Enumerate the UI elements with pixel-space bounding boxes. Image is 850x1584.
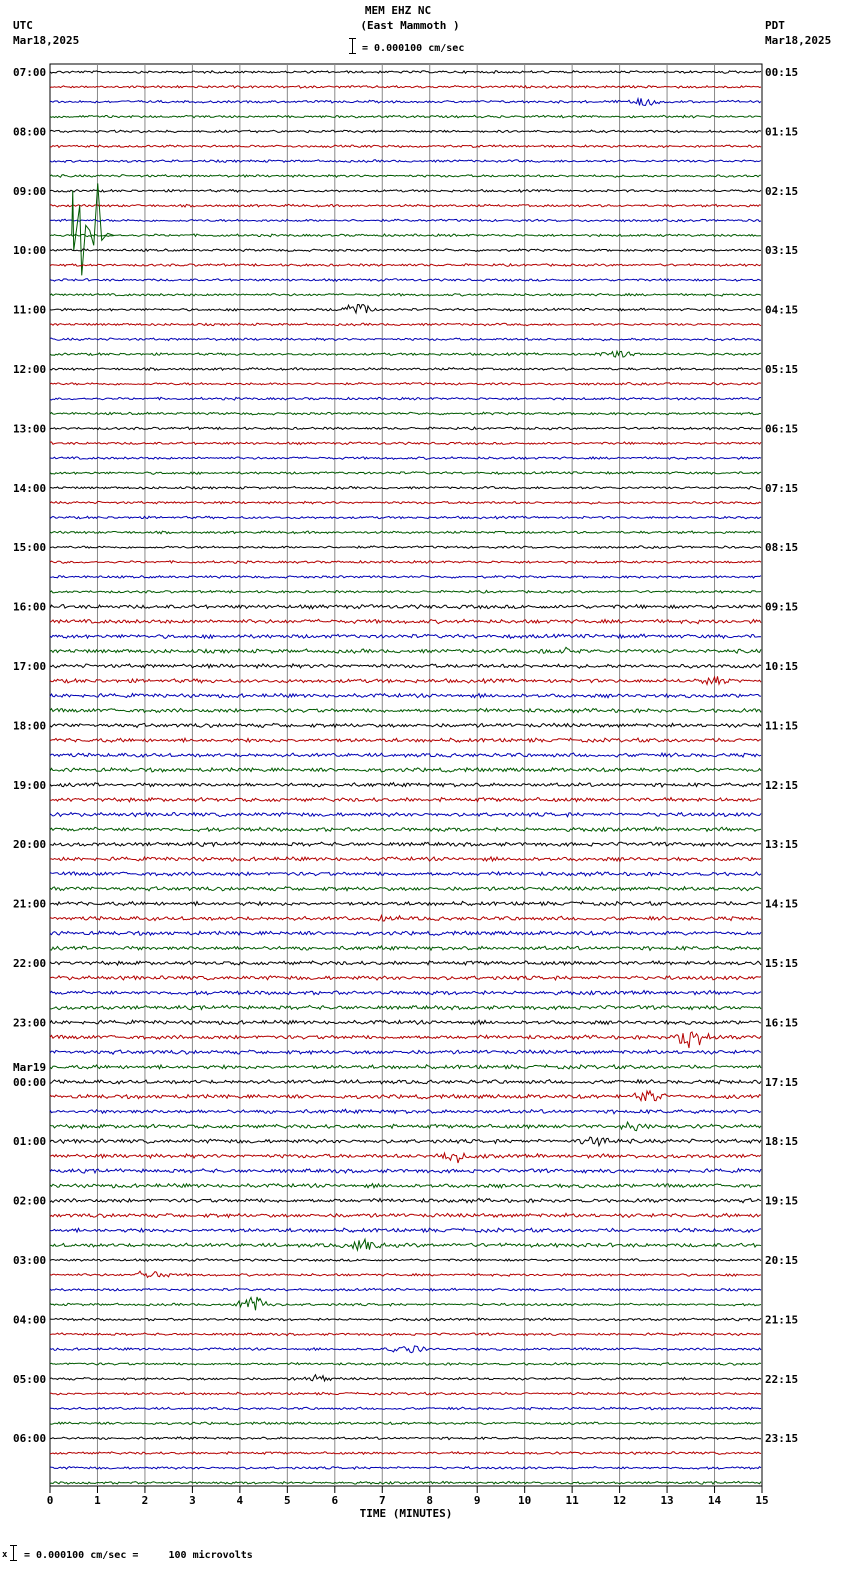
trace-line <box>50 946 761 950</box>
right-time-label: 16:15 <box>765 1016 799 1030</box>
trace-line <box>50 1169 761 1173</box>
left-time-label: 15:00 <box>13 541 47 555</box>
trace-line <box>50 323 761 326</box>
trace-line <box>50 605 761 609</box>
trace-line <box>50 1481 761 1484</box>
trace-line <box>50 915 761 921</box>
x-tick-label: 0 <box>46 1494 54 1507</box>
right-time-label: 19:15 <box>765 1194 799 1208</box>
trace-line <box>50 991 761 995</box>
left-time-label: 05:00 <box>13 1372 47 1386</box>
trace-line <box>50 1288 761 1291</box>
left-time-label: 18:00 <box>13 719 47 733</box>
right-time-label: 21:15 <box>765 1313 799 1327</box>
trace-line <box>50 294 761 297</box>
left-time-label: 17:00 <box>13 660 47 673</box>
footer-prefix: x <box>2 1550 8 1560</box>
right-time-label: 12:15 <box>765 778 799 792</box>
trace-line <box>50 1137 761 1146</box>
trace-line <box>50 813 761 817</box>
right-time-label: 20:15 <box>765 1254 799 1267</box>
trace-line <box>50 842 761 846</box>
trace-line <box>50 676 761 684</box>
trace-line <box>50 249 761 252</box>
x-tick-label: 1 <box>94 1494 101 1507</box>
trace-line <box>50 827 761 831</box>
trace-line <box>50 783 761 787</box>
trace-line <box>50 487 761 490</box>
trace-line <box>50 1032 761 1048</box>
trace-line <box>50 708 761 712</box>
trace-line <box>50 857 761 861</box>
trace-line <box>50 561 761 564</box>
trace-line <box>50 1199 761 1203</box>
trace-line <box>50 501 761 504</box>
trace-line <box>50 738 761 742</box>
trace-line <box>50 279 761 282</box>
trace-line <box>50 368 761 371</box>
trace-line <box>50 397 761 400</box>
trace-line <box>50 190 761 193</box>
trace-line <box>50 768 761 772</box>
x-tick-label: 2 <box>141 1494 149 1507</box>
left-time-label: 13:00 <box>13 422 47 436</box>
trace-line <box>50 1020 761 1024</box>
trace-line <box>50 1437 761 1440</box>
trace-line <box>50 546 761 549</box>
x-tick-label: 8 <box>426 1494 434 1507</box>
trace-line <box>50 71 761 74</box>
trace-line <box>50 1080 761 1084</box>
trace-line <box>50 427 761 430</box>
x-tick-label: 9 <box>473 1494 481 1507</box>
trace-line <box>50 872 761 876</box>
right-time-label: 00:15 <box>765 66 799 79</box>
trace-line <box>50 1050 761 1054</box>
footer-scale-bar-icon <box>10 1545 17 1561</box>
x-tick-label: 11 <box>565 1494 579 1507</box>
trace-line <box>50 723 761 727</box>
trace-line <box>50 412 761 415</box>
trace-line <box>50 1392 761 1395</box>
right-time-label: 22:15 <box>765 1372 799 1386</box>
trace-line <box>50 1122 761 1131</box>
trace-line <box>50 1213 761 1217</box>
trace-line <box>50 160 761 163</box>
left-time-label: 14:00 <box>13 481 47 495</box>
trace-line <box>50 130 761 133</box>
right-time-label: 17:15 <box>765 1075 799 1089</box>
right-time-label: 13:15 <box>765 838 799 852</box>
x-tick-label: 12 <box>612 1494 627 1507</box>
left-time-label: 06:00 <box>13 1432 47 1446</box>
trace-line <box>50 1259 761 1262</box>
trace-line <box>50 576 761 579</box>
trace-line <box>50 798 761 802</box>
right-time-label: 23:15 <box>765 1432 799 1446</box>
trace-line <box>50 516 761 519</box>
trace-line <box>50 1228 761 1232</box>
trace-line <box>50 1422 761 1425</box>
right-time-label: 04:15 <box>765 303 799 317</box>
trace-line <box>50 1005 761 1009</box>
trace-line <box>50 1184 761 1188</box>
right-timezone: PDT <box>765 19 785 32</box>
station-title: MEM EHZ NC <box>364 4 432 17</box>
trace-line <box>50 204 761 207</box>
x-axis-label: TIME (MINUTES) <box>359 1507 453 1520</box>
x-tick-label: 10 <box>518 1494 532 1507</box>
left-time-label: 19:00 <box>13 778 47 792</box>
trace-line <box>50 753 761 757</box>
left-time-label: 10:00 <box>13 244 47 258</box>
date-change-label: Mar19 <box>13 1060 47 1074</box>
trace-line <box>50 264 761 267</box>
trace-line <box>50 1375 761 1381</box>
right-time-label: 15:15 <box>765 957 799 970</box>
trace-line <box>50 1407 761 1410</box>
x-tick-label: 13 <box>660 1494 674 1507</box>
trace-line <box>50 145 761 148</box>
seismic-event-spike <box>72 183 114 275</box>
right-date: Mar18,2025 <box>765 34 832 47</box>
x-tick-label: 5 <box>284 1494 291 1507</box>
trace-line <box>50 590 761 593</box>
trace-line <box>50 1109 761 1113</box>
left-time-label: 01:00 <box>13 1135 47 1149</box>
right-time-label: 18:15 <box>765 1135 799 1149</box>
trace-line <box>50 1467 761 1470</box>
x-tick-label: 7 <box>378 1494 386 1507</box>
right-time-label: 14:15 <box>765 897 799 911</box>
trace-line <box>50 1239 761 1250</box>
trace-line <box>50 1333 761 1336</box>
trace-line <box>50 1318 761 1321</box>
trace-line <box>50 457 761 460</box>
x-tick-label: 15 <box>755 1494 769 1507</box>
left-time-label: 08:00 <box>13 125 47 139</box>
right-time-label: 10:15 <box>765 660 799 673</box>
trace-line <box>50 86 761 89</box>
trace-line <box>50 694 761 698</box>
trace-line <box>50 887 761 891</box>
right-time-label: 08:15 <box>765 541 799 555</box>
trace-line <box>50 961 761 965</box>
trace-line <box>50 115 761 118</box>
trace-line <box>50 901 761 905</box>
left-time-label: 11:00 <box>13 303 47 317</box>
station-location: (East Mammoth ) <box>360 19 460 32</box>
right-time-label: 03:15 <box>765 244 799 258</box>
x-tick-label: 6 <box>331 1494 339 1507</box>
left-time-label: 09:00 <box>13 184 47 198</box>
trace-line <box>50 383 761 386</box>
trace-line <box>50 1297 761 1310</box>
trace-line <box>50 305 761 314</box>
trace-line <box>50 98 761 105</box>
trace-line <box>50 1091 761 1101</box>
x-tick-label: 14 <box>707 1494 722 1507</box>
trace-line <box>50 234 761 237</box>
trace-line <box>50 1363 761 1366</box>
trace-line <box>50 664 761 668</box>
right-time-label: 06:15 <box>765 422 799 436</box>
left-time-label: 22:00 <box>13 957 47 970</box>
trace-line <box>50 442 761 445</box>
left-timezone: UTC <box>13 19 33 32</box>
trace-line <box>50 976 761 980</box>
left-time-label: 04:00 <box>13 1313 47 1327</box>
left-time-label: 00:00 <box>13 1075 47 1089</box>
left-time-label: 20:00 <box>13 838 47 852</box>
right-time-label: 09:15 <box>765 600 799 614</box>
left-time-label: 02:00 <box>13 1194 47 1208</box>
trace-line <box>50 1452 761 1455</box>
right-time-label: 02:15 <box>765 184 799 198</box>
trace-line <box>50 351 761 357</box>
trace-line <box>50 1271 761 1277</box>
left-time-label: 07:00 <box>13 66 47 79</box>
left-time-label: 12:00 <box>13 363 47 376</box>
trace-line <box>50 219 761 222</box>
right-time-label: 07:15 <box>765 481 799 495</box>
footer-scale-text: = 0.000100 cm/sec = 100 microvolts <box>24 1550 253 1561</box>
x-tick-label: 4 <box>236 1494 244 1507</box>
left-time-label: 23:00 <box>13 1016 47 1030</box>
trace-line <box>50 647 761 653</box>
left-time-label: 16:00 <box>13 600 47 614</box>
trace-line <box>50 634 761 638</box>
trace-line <box>50 338 761 341</box>
left-time-label: 03:00 <box>13 1254 47 1267</box>
trace-line <box>50 1153 761 1163</box>
x-tick-label: 3 <box>189 1494 196 1507</box>
right-time-label: 05:15 <box>765 363 799 376</box>
trace-line <box>50 931 761 935</box>
right-time-label: 01:15 <box>765 125 799 139</box>
trace-line <box>50 619 761 623</box>
trace-line <box>50 175 761 178</box>
left-date: Mar18,2025 <box>13 34 80 47</box>
right-time-label: 11:15 <box>765 719 799 733</box>
trace-line <box>50 472 761 475</box>
scale-text: = 0.000100 cm/sec <box>362 43 465 54</box>
left-time-label: 21:00 <box>13 897 47 911</box>
trace-line <box>50 1346 761 1353</box>
trace-line <box>50 531 761 534</box>
trace-line <box>50 1065 761 1069</box>
